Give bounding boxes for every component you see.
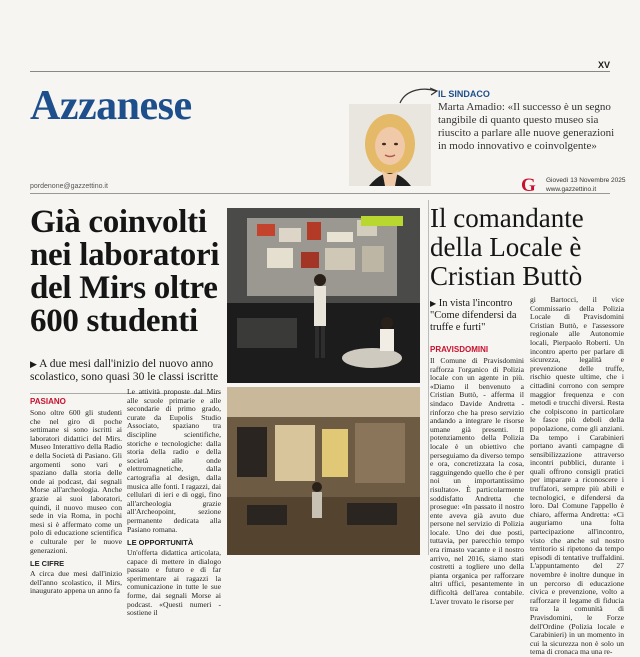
gazzettino-logo: G xyxy=(521,175,536,196)
section-title: Azzanese xyxy=(30,83,192,129)
sindaco-arrow-icon xyxy=(398,85,438,105)
museum-hall-photo xyxy=(227,387,420,555)
article-column-1 xyxy=(430,356,524,606)
column-divider xyxy=(428,200,429,555)
article-paragraph: Un'offerta didattica articolata, capace di mettere in dialogo passato e futuro e di far sperimentare ai ragazzi la comunicazione in tutte le sue forme, dai segnali Morse ai podcast. «Questi numeri - sostiene il xyxy=(127,548,221,618)
page-number: XV xyxy=(597,60,610,70)
top-divider xyxy=(30,71,610,72)
triangle-bullet-icon: ▶ xyxy=(30,359,37,369)
article-lede-text: In vista l'incontro "Come difendersi da truffe e furti" xyxy=(430,298,517,333)
article-lede xyxy=(30,358,230,384)
triangle-bullet-icon: ▶ xyxy=(430,299,437,308)
article-column-2 xyxy=(127,388,221,618)
article-lede xyxy=(430,298,526,334)
article-subhead: LE CIFRE xyxy=(30,559,65,569)
article-column-2 xyxy=(530,295,624,657)
article-kicker: PRAVISDOMINI xyxy=(430,345,489,354)
header-divider xyxy=(30,193,610,194)
sindaco-label: IL SINDACO xyxy=(438,89,490,99)
contact-email: pordenone@gazzettino.it xyxy=(30,183,108,190)
article-headline: Il comandante della Locale è Cristian Buttò xyxy=(430,203,584,291)
article-headline: Già coinvolti nei laboratori del Mirs oltre 600 studenti xyxy=(30,204,220,339)
article-paragraph: gi Bartocci, il vice Commissario della Polizia Locale di Pravisdomini Cristian Buttò, e l'assessore regionale alle Autonomie locali, Pierpaolo Roberti. Un incontro aperto per parlare di sicurezza, legalità e prevenzione delle truffe, rischio queste ultime, che i cittadini corrono con sempre maggior frequenza e con metodi e trucchi diversi. Resta che colpiscono in particolare le fasce più deboli della popolazione, come gli anziani. Da tempo i Carabinieri portano avanti campagne di sensibilizzazione attraverso incontri pubblici, durante i quali offrono consigli pratici per imparare a riconoscere i truffatori, sempre più abili e tecnologici, e difendersi da loro. Dal Comune l'appello è chiaro, afferma Andretta: «Ci auguriamo una folta partecipazione all'incontro, visto che anche sul nostro territorio si ripetono da tempo episodi di tentative truffaldini. L'appuntamento del 27 novembre è inoltre dunque in un percorso di educazione civica e prevenzione, volto a rafforzare il legame di fiducia tra la comunità di Pravisdomini, le Forze dell'Ordine (Polizia locale e Carabinieri) in un momento in cui la sicurezza non è solo un tema di cronaca ma una re- xyxy=(530,295,624,657)
mayor-portrait xyxy=(349,104,431,186)
article-column-1 xyxy=(30,409,122,596)
article-paragraph: Il Comune di Pravisdomini rafforza l'organico di Polizia locale con un agente in più. «Diamo il benvenuto a Cristian Buttò, - afferma il sindaco Davide Andretta - rinforzo che ha preso servizio andando a integrare le risorse umane già presenti. Il potenziamento della Polizia locale è un obiettivo che perseguiamo da diverso tempo e ora, concretizzata la cosa, ragguingendo quello che è per noi un importantissimo risultato». È particolarmente soddisfatto Andretta che prosegue: «In passato il nostro ente aveva già avuto due persone nel servizio di Polizia locale. Uno dei due posti, tuttavia, per parecchio tempo era rimasto vacante e il nostro arrivo, nel 2016, siamo stati costretti a togliere uno della pianta organica per rafforzare altri uffici, pesantemente in difficoltà dell'area contabile. L'aver trovato le risorse per xyxy=(430,356,524,606)
museum-lab-photo xyxy=(227,208,420,383)
article-paragraph: Le attività proposte dal Mirs alle scuole primarie e alle secondarie di primo grado, curate da Eupolis Studio Associato, spaziano tra discipline scientifiche, storiche e tecnologiche: dalla storia della radio e della società alle onde elettromagnetiche, dalla cartografia al design, dalla musica alle fonti. I ragazzi, dai cellulari di ieri e di oggi, fino all'archeologia grazie all'Archeopoint, sezione permanente dedicata alla Pasiano romana. xyxy=(127,387,221,534)
date-info xyxy=(546,176,626,194)
website: www.gazzettino.it xyxy=(546,186,597,193)
article-paragraph: Sono oltre 600 gli studenti che nel giro di poche settimane si sono iscritti ai laboratori didattici del Mirs. Museo Interattivo della Radio e della Società di Pasiano. Gli argomenti sono vari e spaziano dalla storia delle onde ai podcast, dai segnali Morse all'archeologia. Anche grazie ai suoi laboratori, quindi, il nuovo museo con sede in via Roma, in pochi mesi si è affermato come un polo di educazione scientifica e culturale per le nuove generazioni. xyxy=(30,408,122,555)
article-subhead: LE OPPORTUNITÀ xyxy=(127,538,194,548)
article-kicker: PASIANO xyxy=(30,397,66,406)
article-paragraph: A circa due mesi dall'inizio dell'anno scolastico, il Mirs, inaugurato appena un anno fa xyxy=(30,569,122,596)
article-lede-text: A due mesi dall'inizio del nuovo anno scolastico, sono quasi 30 le classi iscritte xyxy=(30,358,219,383)
issue-date: Giovedì 13 Novembre 2025 xyxy=(546,177,626,184)
sindaco-quote: Marta Amadio: «Il successo è un segno tangibile di quanto questo museo sia riuscito a parlare alle nuove generazioni in modo innovativo e coinvolgente» xyxy=(438,101,615,152)
